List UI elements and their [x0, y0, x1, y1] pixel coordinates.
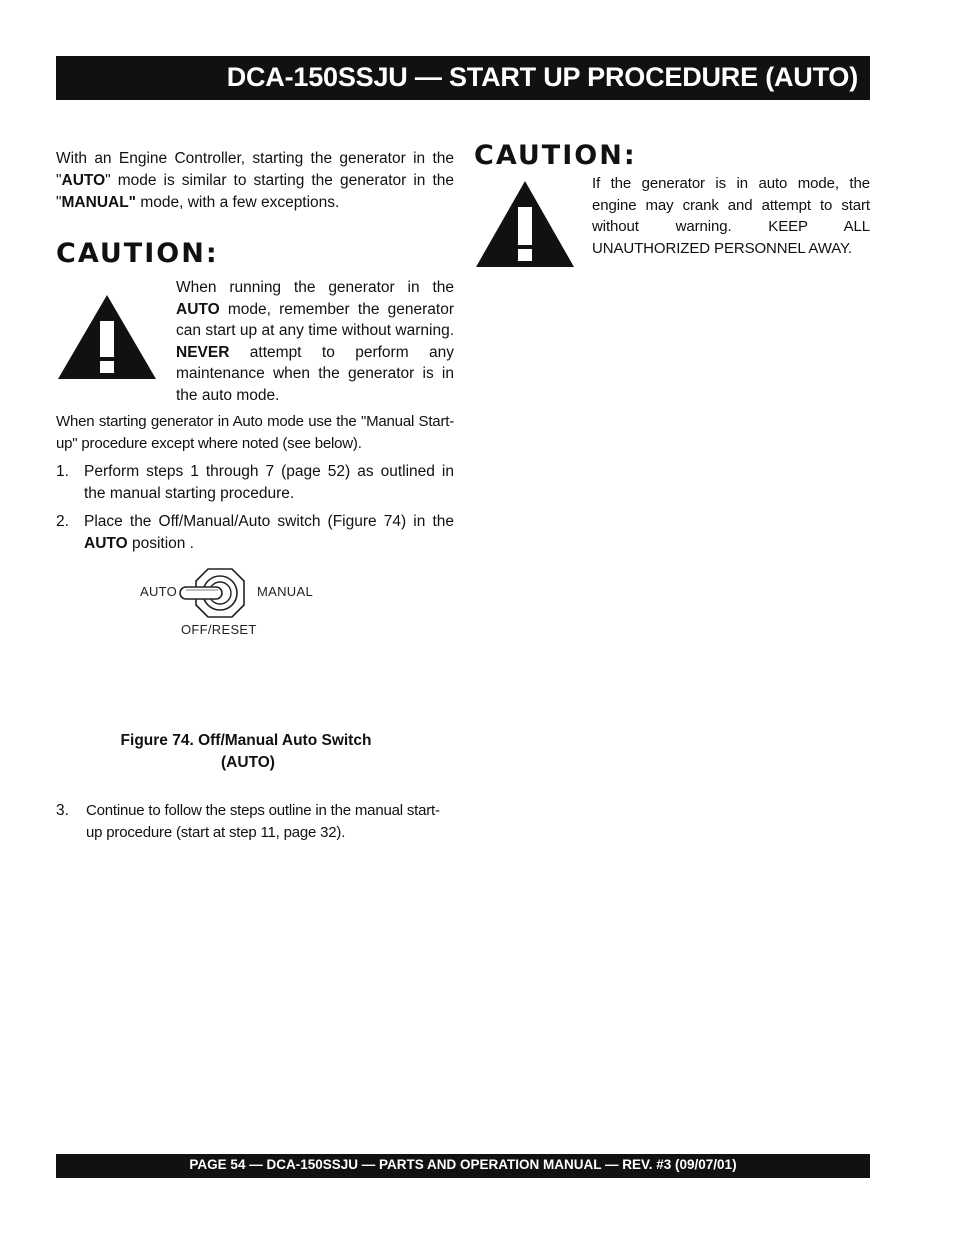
- warning-triangle-icon: [474, 179, 576, 269]
- caution-heading-right: CAUTION:: [474, 140, 637, 171]
- caution-left-text-3: attempt to perform any maintenance when the generator is in the auto mode.: [176, 343, 454, 404]
- footer-text: PAGE 54 — DCA-150SSJU — PARTS AND OPERATION MANUAL — REV. #3 (09/07/01): [189, 1157, 737, 1172]
- step-text: [84, 511, 454, 555]
- intro-text-3: mode, with a few exceptions.: [136, 194, 340, 211]
- step-2-bold-auto: AUTO: [84, 535, 128, 552]
- left-column: [56, 148, 454, 555]
- caution-heading-left: CAUTION:: [56, 238, 219, 269]
- step-number: 1.: [56, 463, 69, 480]
- caution-block-right: [474, 173, 870, 283]
- caution-left-text-1: When running the generator in the: [176, 279, 454, 296]
- switch-label-auto: AUTO: [140, 584, 178, 599]
- switch-label-off-reset: OFF/RESET: [181, 622, 257, 637]
- lead-paragraph: When starting generator in Auto mode use the "Manual Start-up" procedure except where noted (see below).: [56, 413, 454, 452]
- intro-bold-manual: MANUAL": [61, 194, 137, 211]
- step-1: [56, 461, 454, 505]
- step-2-text-1: Place the Off/Manual/Auto switch (Figure 74) in the: [84, 513, 454, 530]
- intro-text-2: " mode is similar to starting the generator in the ": [56, 172, 454, 211]
- page-title: DCA-150SSJU — START UP PROCEDURE (AUTO): [226, 62, 858, 92]
- warning-triangle-icon: [56, 293, 158, 381]
- caution-block-left: [56, 277, 454, 404]
- step-3: [56, 800, 454, 844]
- switch-figure: [134, 563, 334, 647]
- page-header-bar: [56, 56, 870, 100]
- figure-caption-line-2: (AUTO): [221, 754, 275, 771]
- step-number: 2.: [56, 513, 69, 530]
- caution-left-bold-never: NEVER: [176, 343, 230, 361]
- caution-text-left: [176, 277, 454, 406]
- caution-left-bold-auto: AUTO: [176, 300, 220, 318]
- step-text: Continue to follow the steps outline in the manual start-up procedure (start at step 11, page 32).: [86, 802, 440, 841]
- step-2-text-2: position .: [127, 535, 194, 552]
- page-footer-bar: [56, 1154, 870, 1178]
- caution-text-right: If the generator is in auto mode, the engine may crank and attempt to start without warning. KEEP ALL UNAUTHORIZED PERSONNEL AWAY.: [592, 175, 870, 257]
- intro-text-1: With an Engine Controller, starting the generator in the ": [56, 150, 454, 189]
- figure-caption-line-1: Figure 74. Off/Manual Auto Switch: [120, 732, 372, 749]
- step-2: [56, 511, 454, 555]
- step-text: Perform steps 1 through 7 (page 52) as outlined in the manual starting procedure.: [84, 463, 454, 502]
- step-number: 3.: [56, 802, 69, 819]
- toggle-switch-icon: [174, 565, 254, 621]
- intro-paragraph: [56, 148, 454, 214]
- caution-left-text-2: mode, remember the generator can start up at any time without warning.: [176, 300, 454, 339]
- intro-bold-auto: AUTO: [61, 172, 106, 189]
- switch-label-manual: MANUAL: [257, 584, 313, 599]
- figure-caption: [56, 730, 436, 774]
- right-column: [474, 140, 870, 283]
